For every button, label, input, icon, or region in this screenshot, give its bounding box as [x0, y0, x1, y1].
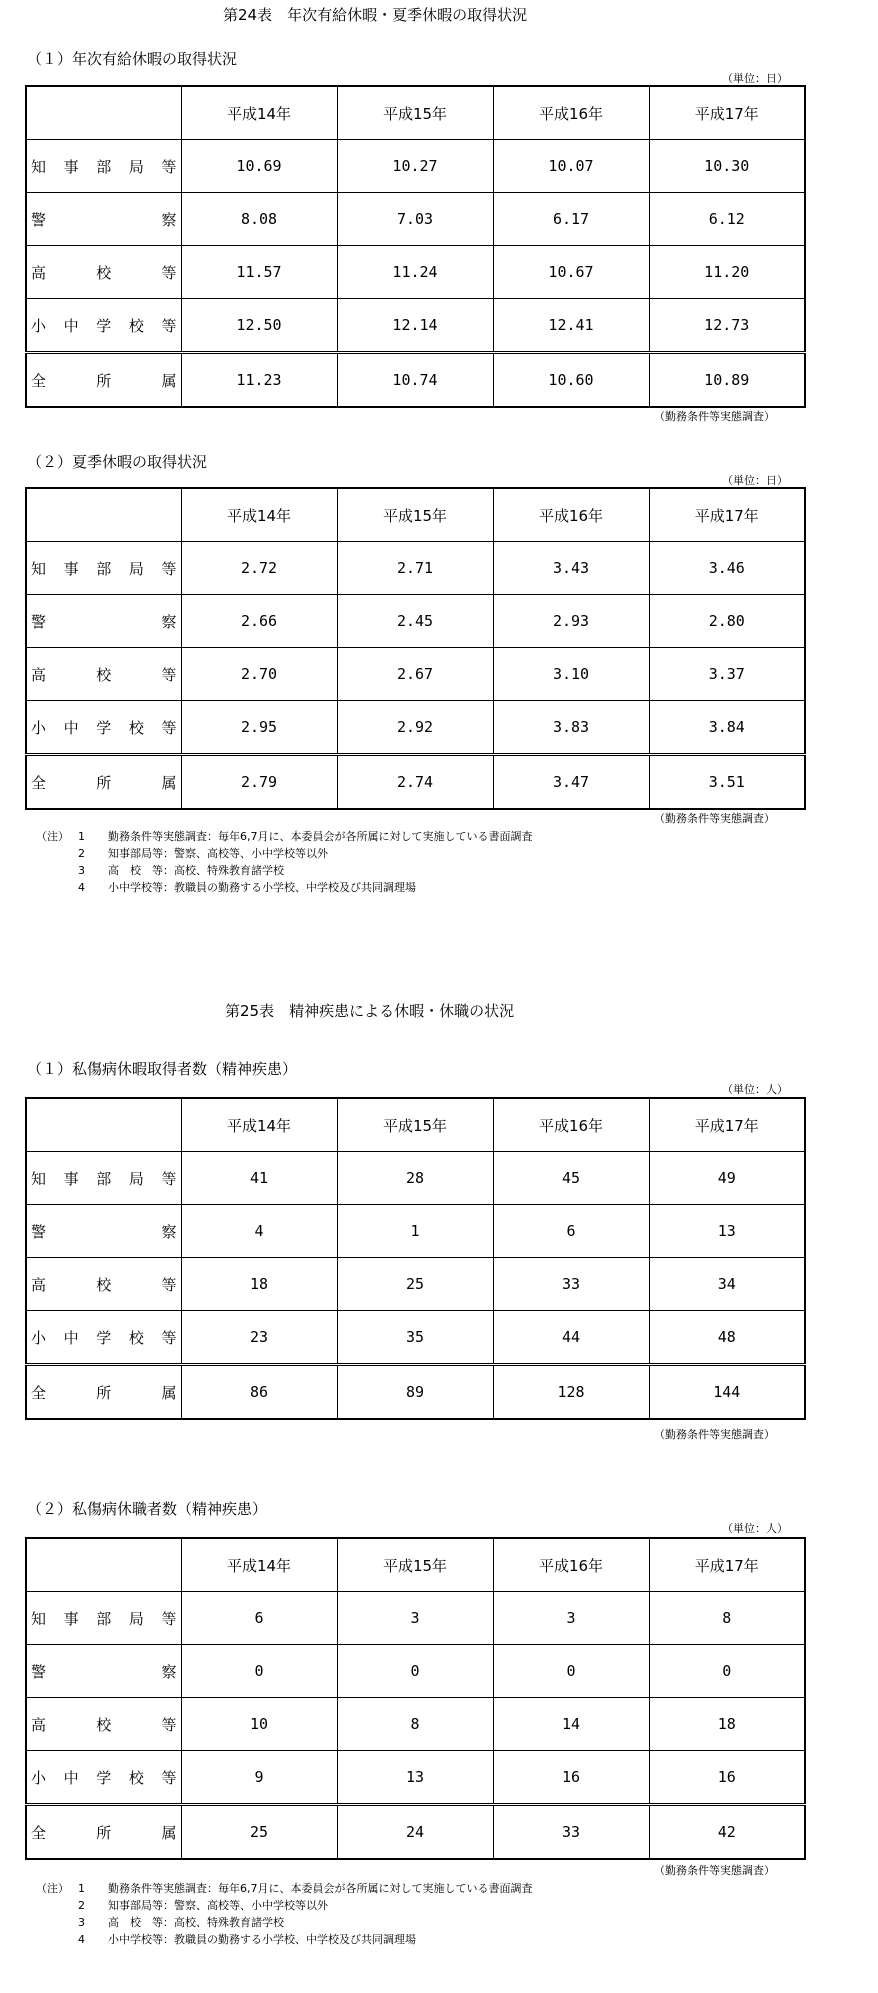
- row-label-char: 知: [31, 559, 47, 578]
- column-header: 平成16年: [493, 86, 649, 140]
- row-label-char: 所: [96, 371, 112, 390]
- row-label-cell: [26, 542, 181, 595]
- data-cell: 3.37: [649, 648, 805, 701]
- data-cell: 25: [181, 1805, 337, 1860]
- row-label-char: 部: [96, 1169, 112, 1188]
- data-cell: 10.74: [337, 353, 493, 408]
- header-row: [26, 488, 805, 542]
- row-label-char: 等: [161, 1715, 177, 1734]
- data-cell: 12.73: [649, 299, 805, 353]
- row-label: [31, 370, 177, 391]
- row-label-char: 全: [31, 1383, 47, 1402]
- data-cell: 6.17: [493, 193, 649, 246]
- column-header: 平成15年: [337, 86, 493, 140]
- column-header: 平成16年: [493, 488, 649, 542]
- row-label-char: 中: [63, 316, 79, 335]
- table25-section2-table: [25, 1537, 806, 1860]
- row-label: [31, 1767, 177, 1788]
- data-cell: 6: [493, 1205, 649, 1258]
- table-row: [26, 1258, 805, 1311]
- table-row: [26, 299, 805, 353]
- note-text: 小中学校等：教職員の勤務する小学校、中学校及び共同調理場: [108, 881, 416, 894]
- data-cell: 8: [649, 1592, 805, 1645]
- row-label-char: 部: [96, 1609, 112, 1628]
- table-body: [26, 1538, 805, 1859]
- data-cell: 3: [337, 1592, 493, 1645]
- row-label-char: 等: [161, 665, 177, 684]
- table-row: [26, 246, 805, 299]
- row-label-char: 察: [161, 1222, 177, 1241]
- note-number: 3: [78, 1916, 85, 1929]
- data-cell: 89: [337, 1365, 493, 1420]
- note-number: 2: [78, 847, 85, 860]
- data-cell: 33: [493, 1258, 649, 1311]
- row-label: [31, 1168, 177, 1189]
- note-text: 勤務条件等実態調査：毎年6,7月に、本委員会が各所属に対して実施している書面調査: [108, 830, 533, 843]
- row-label-cell: [26, 701, 181, 755]
- data-cell: 2.70: [181, 648, 337, 701]
- row-label: [31, 1327, 177, 1348]
- header-row: [26, 86, 805, 140]
- data-cell: 13: [337, 1751, 493, 1805]
- row-label-cell: [26, 1698, 181, 1751]
- table-row: [26, 140, 805, 193]
- row-label: [31, 664, 177, 685]
- table24-section2-title: （２）夏季休暇の取得状況: [27, 453, 208, 471]
- note-prefix: [36, 1914, 78, 1931]
- row-label-char: 校: [96, 263, 112, 282]
- data-cell: 11.23: [181, 353, 337, 408]
- row-label: [31, 558, 177, 579]
- data-cell: 3: [493, 1592, 649, 1645]
- row-label-cell: [26, 755, 181, 810]
- row-label-char: 中: [63, 1768, 79, 1787]
- table24-section1-table: [25, 85, 806, 408]
- row-label-char: 等: [161, 263, 177, 282]
- column-header: 平成14年: [181, 1098, 337, 1152]
- data-cell: 12.41: [493, 299, 649, 353]
- data-cell: 2.67: [337, 648, 493, 701]
- data-cell: 12.50: [181, 299, 337, 353]
- table-row: [26, 1311, 805, 1365]
- table-row: [26, 353, 805, 408]
- table-row: [26, 755, 805, 810]
- row-label-char: 所: [96, 1383, 112, 1402]
- row-label-char: 中: [63, 1328, 79, 1347]
- table25-notes: [36, 1880, 533, 1948]
- column-header: 平成14年: [181, 86, 337, 140]
- data-cell: 3.84: [649, 701, 805, 755]
- data-cell: 1: [337, 1205, 493, 1258]
- note-item: [36, 1897, 533, 1914]
- data-cell: 18: [649, 1698, 805, 1751]
- table-row: [26, 193, 805, 246]
- header-corner-cell: [26, 86, 181, 140]
- data-cell: 3.43: [493, 542, 649, 595]
- data-cell: 24: [337, 1805, 493, 1860]
- row-label-char: 高: [31, 263, 47, 282]
- data-cell: 2.95: [181, 701, 337, 755]
- row-label-char: 属: [161, 1823, 177, 1842]
- row-label-cell: [26, 193, 181, 246]
- table24-title: 第24表 年次有給休暇・夏季休暇の取得状況: [223, 6, 528, 24]
- row-label: [31, 209, 177, 230]
- row-label-char: 事: [63, 559, 79, 578]
- note-prefix: [36, 1931, 78, 1948]
- data-cell: 10.67: [493, 246, 649, 299]
- row-label-char: 部: [96, 157, 112, 176]
- row-label-char: 高: [31, 1715, 47, 1734]
- table25-section1-title: （１）私傷病休暇取得者数（精神疾患）: [27, 1060, 298, 1078]
- data-cell: 0: [649, 1645, 805, 1698]
- row-label-char: 小: [31, 1328, 47, 1347]
- data-cell: 10.60: [493, 353, 649, 408]
- table24-section1-source: （勤務条件等実態調査）: [654, 410, 775, 423]
- column-header: 平成17年: [649, 86, 805, 140]
- row-label: [31, 262, 177, 283]
- row-label-char: 全: [31, 773, 47, 792]
- row-label-char: 知: [31, 1169, 47, 1188]
- row-label-char: 知: [31, 157, 47, 176]
- data-cell: 18: [181, 1258, 337, 1311]
- note-prefix: [36, 845, 78, 862]
- row-label-char: 所: [96, 1823, 112, 1842]
- row-label-cell: [26, 1152, 181, 1205]
- table-row: [26, 1365, 805, 1420]
- row-label-cell: [26, 1592, 181, 1645]
- data-cell: 2.45: [337, 595, 493, 648]
- data-cell: 0: [493, 1645, 649, 1698]
- data-cell: 14: [493, 1698, 649, 1751]
- row-label: [31, 156, 177, 177]
- note-text: 勤務条件等実態調査：毎年6,7月に、本委員会が各所属に対して実施している書面調査: [108, 1882, 533, 1895]
- data-cell: 144: [649, 1365, 805, 1420]
- data-cell: 6: [181, 1592, 337, 1645]
- data-cell: 10.27: [337, 140, 493, 193]
- row-label-cell: [26, 1365, 181, 1420]
- row-label-char: 事: [63, 1609, 79, 1628]
- table24-section2-source: （勤務条件等実態調査）: [654, 812, 775, 825]
- note-number: 4: [78, 1933, 85, 1946]
- data-cell: 13: [649, 1205, 805, 1258]
- row-label: [31, 1822, 177, 1843]
- note-prefix: （注）: [36, 1882, 69, 1895]
- row-label-char: 等: [161, 1609, 177, 1628]
- row-label-cell: [26, 246, 181, 299]
- table25-section2-title: （２）私傷病休職者数（精神疾患）: [27, 1500, 268, 1518]
- data-cell: 12.14: [337, 299, 493, 353]
- note-item: [36, 828, 533, 845]
- row-label-char: 学: [96, 718, 112, 737]
- row-label-cell: [26, 1805, 181, 1860]
- row-label-char: 学: [96, 1768, 112, 1787]
- table24-section1-title: （１）年次有給休暇の取得状況: [27, 50, 238, 68]
- row-label-cell: [26, 1205, 181, 1258]
- data-cell: 9: [181, 1751, 337, 1805]
- column-header: 平成17年: [649, 488, 805, 542]
- note-number: 4: [78, 881, 85, 894]
- table-row: [26, 595, 805, 648]
- data-cell: 45: [493, 1152, 649, 1205]
- row-label-char: 小: [31, 316, 47, 335]
- table25-section1-unit: （単位：人）: [722, 1083, 788, 1096]
- note-prefix: （注）: [36, 830, 69, 843]
- note-text: 高 校 等：高校、特殊教育諸学校: [108, 864, 284, 877]
- data-cell: 16: [493, 1751, 649, 1805]
- row-label-char: 等: [161, 559, 177, 578]
- data-cell: 34: [649, 1258, 805, 1311]
- row-label-char: 局: [128, 1609, 144, 1628]
- note-prefix: [36, 862, 78, 879]
- note-item: [36, 845, 533, 862]
- row-label-cell: [26, 299, 181, 353]
- table24-section1-unit: （単位：日）: [722, 72, 788, 85]
- data-cell: 10.30: [649, 140, 805, 193]
- row-label-char: 事: [63, 1169, 79, 1188]
- data-cell: 11.57: [181, 246, 337, 299]
- row-label-cell: [26, 1258, 181, 1311]
- data-cell: 0: [337, 1645, 493, 1698]
- data-cell: 10.69: [181, 140, 337, 193]
- row-label-cell: [26, 1311, 181, 1365]
- column-header: 平成17年: [649, 1098, 805, 1152]
- header-row: [26, 1538, 805, 1592]
- note-item: [36, 1914, 533, 1931]
- note-number: 2: [78, 1899, 85, 1912]
- column-header: 平成15年: [337, 488, 493, 542]
- row-label-char: 事: [63, 157, 79, 176]
- table25-section2-source: （勤務条件等実態調査）: [654, 1864, 775, 1877]
- row-label-char: 属: [161, 371, 177, 390]
- table24-section2-unit: （単位：日）: [722, 474, 788, 487]
- table-row: [26, 648, 805, 701]
- data-cell: 3.47: [493, 755, 649, 810]
- row-label: [31, 1661, 177, 1682]
- data-cell: 25: [337, 1258, 493, 1311]
- data-cell: 3.51: [649, 755, 805, 810]
- row-label-char: 学: [96, 316, 112, 335]
- data-cell: 35: [337, 1311, 493, 1365]
- row-label-char: 校: [96, 1275, 112, 1294]
- row-label-char: 等: [161, 1275, 177, 1294]
- row-label-char: 等: [161, 316, 177, 335]
- row-label-char: 知: [31, 1609, 47, 1628]
- row-label-char: 校: [128, 1328, 144, 1347]
- row-label-char: 察: [161, 612, 177, 631]
- table-row: [26, 1805, 805, 1860]
- table-row: [26, 1698, 805, 1751]
- row-label: [31, 315, 177, 336]
- row-label-char: 等: [161, 718, 177, 737]
- row-label-char: 警: [31, 210, 47, 229]
- row-label-char: 校: [128, 316, 144, 335]
- row-label-char: 高: [31, 1275, 47, 1294]
- row-label-char: 全: [31, 1823, 47, 1842]
- data-cell: 49: [649, 1152, 805, 1205]
- data-cell: 2.72: [181, 542, 337, 595]
- table-row: [26, 1645, 805, 1698]
- data-cell: 28: [337, 1152, 493, 1205]
- table-body: [26, 86, 805, 407]
- row-label-char: 察: [161, 1662, 177, 1681]
- data-cell: 44: [493, 1311, 649, 1365]
- note-text: 高 校 等：高校、特殊教育諸学校: [108, 1916, 284, 1929]
- row-label-char: 等: [161, 1328, 177, 1347]
- data-cell: 2.66: [181, 595, 337, 648]
- row-label-cell: [26, 1751, 181, 1805]
- note-item: [36, 862, 533, 879]
- row-label-char: 警: [31, 612, 47, 631]
- row-label-char: 所: [96, 773, 112, 792]
- data-cell: 0: [181, 1645, 337, 1698]
- row-label: [31, 772, 177, 793]
- data-cell: 2.71: [337, 542, 493, 595]
- data-cell: 33: [493, 1805, 649, 1860]
- note-item: [36, 1931, 533, 1948]
- data-cell: 41: [181, 1152, 337, 1205]
- row-label-char: 部: [96, 559, 112, 578]
- row-label: [31, 717, 177, 738]
- row-label-char: 中: [63, 718, 79, 737]
- table-row: [26, 1152, 805, 1205]
- row-label-cell: [26, 595, 181, 648]
- column-header: 平成17年: [649, 1538, 805, 1592]
- data-cell: 11.24: [337, 246, 493, 299]
- row-label-char: 警: [31, 1222, 47, 1241]
- note-prefix: [36, 1897, 78, 1914]
- row-label-char: 局: [128, 559, 144, 578]
- table-body: [26, 488, 805, 809]
- data-cell: 86: [181, 1365, 337, 1420]
- row-label-char: 局: [128, 1169, 144, 1188]
- data-cell: 7.03: [337, 193, 493, 246]
- data-cell: 2.74: [337, 755, 493, 810]
- row-label-cell: [26, 1645, 181, 1698]
- column-header: 平成16年: [493, 1098, 649, 1152]
- data-cell: 2.79: [181, 755, 337, 810]
- note-number: 1: [78, 1882, 85, 1895]
- row-label: [31, 611, 177, 632]
- note-item: [36, 879, 533, 896]
- data-cell: 10.07: [493, 140, 649, 193]
- data-cell: 2.93: [493, 595, 649, 648]
- row-label-char: 察: [161, 210, 177, 229]
- row-label-char: 校: [128, 718, 144, 737]
- row-label-char: 局: [128, 157, 144, 176]
- table-row: [26, 1751, 805, 1805]
- table-row: [26, 701, 805, 755]
- data-cell: 6.12: [649, 193, 805, 246]
- row-label-char: 属: [161, 1383, 177, 1402]
- row-label-cell: [26, 140, 181, 193]
- row-label-char: 全: [31, 371, 47, 390]
- data-cell: 3.46: [649, 542, 805, 595]
- note-text: 知事部局等：警察、高校等、小中学校等以外: [108, 1899, 328, 1912]
- note-item: [36, 1880, 533, 1897]
- row-label: [31, 1221, 177, 1242]
- data-cell: 3.83: [493, 701, 649, 755]
- row-label-char: 警: [31, 1662, 47, 1681]
- header-corner-cell: [26, 1098, 181, 1152]
- row-label-char: 高: [31, 665, 47, 684]
- column-header: 平成14年: [181, 488, 337, 542]
- data-cell: 10: [181, 1698, 337, 1751]
- note-number: 3: [78, 864, 85, 877]
- table-row: [26, 1205, 805, 1258]
- table24-section2-table: [25, 487, 806, 810]
- table24-notes: [36, 828, 533, 896]
- data-cell: 128: [493, 1365, 649, 1420]
- table25-title: 第25表 精神疾患による休暇・休職の状況: [225, 1002, 515, 1020]
- row-label-char: 小: [31, 718, 47, 737]
- column-header: 平成14年: [181, 1538, 337, 1592]
- row-label: [31, 1274, 177, 1295]
- row-label-char: 等: [161, 157, 177, 176]
- row-label-char: 等: [161, 1768, 177, 1787]
- table25-section2-unit: （単位：人）: [722, 1522, 788, 1535]
- table-row: [26, 542, 805, 595]
- header-corner-cell: [26, 488, 181, 542]
- row-label-cell: [26, 648, 181, 701]
- column-header: 平成16年: [493, 1538, 649, 1592]
- row-label-char: 属: [161, 773, 177, 792]
- data-cell: 23: [181, 1311, 337, 1365]
- row-label-char: 校: [128, 1768, 144, 1787]
- row-label: [31, 1608, 177, 1629]
- data-cell: 42: [649, 1805, 805, 1860]
- data-cell: 48: [649, 1311, 805, 1365]
- column-header: 平成15年: [337, 1098, 493, 1152]
- note-text: 知事部局等：警察、高校等、小中学校等以外: [108, 847, 328, 860]
- data-cell: 3.10: [493, 648, 649, 701]
- table25-section1-source: （勤務条件等実態調査）: [654, 1428, 775, 1441]
- header-row: [26, 1098, 805, 1152]
- row-label-char: 校: [96, 665, 112, 684]
- row-label-char: 等: [161, 1169, 177, 1188]
- data-cell: 2.80: [649, 595, 805, 648]
- table25-section1-table: [25, 1097, 806, 1420]
- row-label-char: 学: [96, 1328, 112, 1347]
- table-row: [26, 1592, 805, 1645]
- data-cell: 16: [649, 1751, 805, 1805]
- note-text: 小中学校等：教職員の勤務する小学校、中学校及び共同調理場: [108, 1933, 416, 1946]
- row-label: [31, 1382, 177, 1403]
- table-body: [26, 1098, 805, 1419]
- header-corner-cell: [26, 1538, 181, 1592]
- row-label-char: 小: [31, 1768, 47, 1787]
- row-label: [31, 1714, 177, 1735]
- note-number: 1: [78, 830, 85, 843]
- row-label-char: 校: [96, 1715, 112, 1734]
- row-label-cell: [26, 353, 181, 408]
- data-cell: 4: [181, 1205, 337, 1258]
- data-cell: 8.08: [181, 193, 337, 246]
- data-cell: 10.89: [649, 353, 805, 408]
- data-cell: 11.20: [649, 246, 805, 299]
- data-cell: 2.92: [337, 701, 493, 755]
- data-cell: 8: [337, 1698, 493, 1751]
- column-header: 平成15年: [337, 1538, 493, 1592]
- note-prefix: [36, 879, 78, 896]
